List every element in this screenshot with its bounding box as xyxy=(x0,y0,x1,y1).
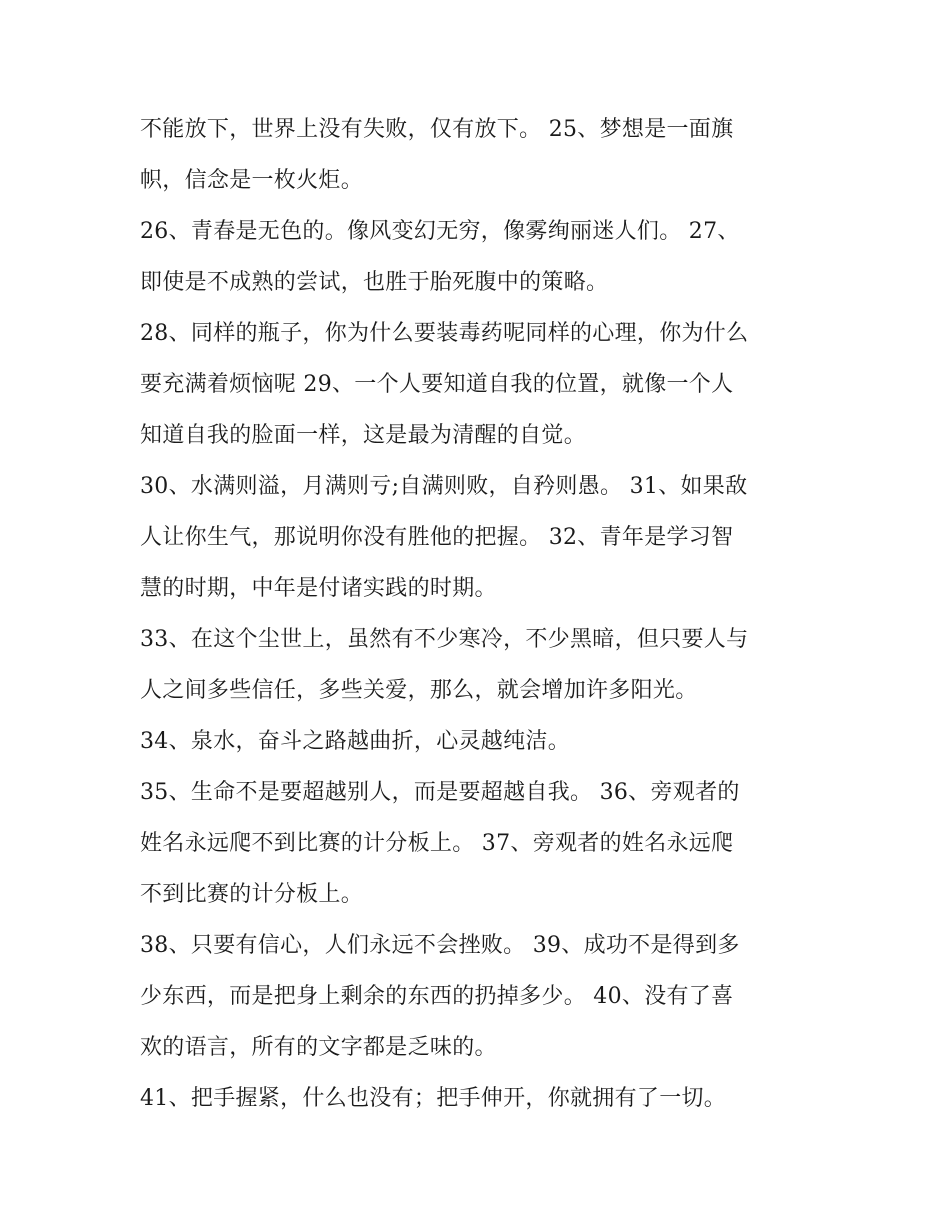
text-line: 41、把手握紧，什么也没有；把手伸开，你就拥有了一切。 xyxy=(140,1086,727,1111)
text-line: 欢的语言，所有的文字都是乏味的。 xyxy=(140,1035,497,1060)
text-line: 要充满着烦恼呢 29、一个人要知道自我的位置，就像一个人 xyxy=(140,372,734,397)
text-line: 38、只要有信心，人们永远不会挫败。 39、成功不是得到多 xyxy=(140,933,740,958)
text-line: 28、同样的瓶子，你为什么要装毒药呢同样的心理，你为什么 xyxy=(140,321,749,346)
text-line: 知道自我的脸面一样，这是最为清醒的自觉。 xyxy=(140,423,587,448)
text-line: 人让你生气，那说明你没有胜他的把握。 32、青年是学习智 xyxy=(140,525,734,550)
text-line: 帜，信念是一枚火炬。 xyxy=(140,168,364,193)
text-line: 不到比赛的计分板上。 xyxy=(140,882,364,907)
text-body xyxy=(140,104,840,1124)
text-line: 不能放下，世界上没有失败，仅有放下。 25、梦想是一面旗 xyxy=(140,117,734,142)
text-line: 姓名永远爬不到比赛的计分板上。 37、旁观者的姓名永远爬 xyxy=(140,831,734,856)
text-line: 少东西，而是把身上剩余的东西的扔掉多少。 40、没有了喜 xyxy=(140,984,734,1009)
text-line: 34、泉水，奋斗之路越曲折，心灵越纯洁。 xyxy=(140,729,570,754)
text-line: 35、生命不是要超越别人，而是要超越自我。 36、旁观者的 xyxy=(140,780,740,805)
text-line: 26、青春是无色的。像风变幻无穷，像雾绚丽迷人们。 27、 xyxy=(140,219,740,244)
text-line: 即使是不成熟的尝试，也胜于胎死腹中的策略。 xyxy=(140,270,609,295)
text-line: 30、水满则溢，月满则亏;自满则败，自矜则愚。 31、如果敌 xyxy=(140,474,748,499)
text-line: 33、在这个尘世上，虽然有不少寒冷，不少黑暗，但只要人与 xyxy=(140,627,749,652)
text-line: 慧的时期，中年是付诸实践的时期。 xyxy=(140,576,497,601)
text-line: 人之间多些信任，多些关爱，那么，就会增加许多阳光。 xyxy=(140,678,698,703)
